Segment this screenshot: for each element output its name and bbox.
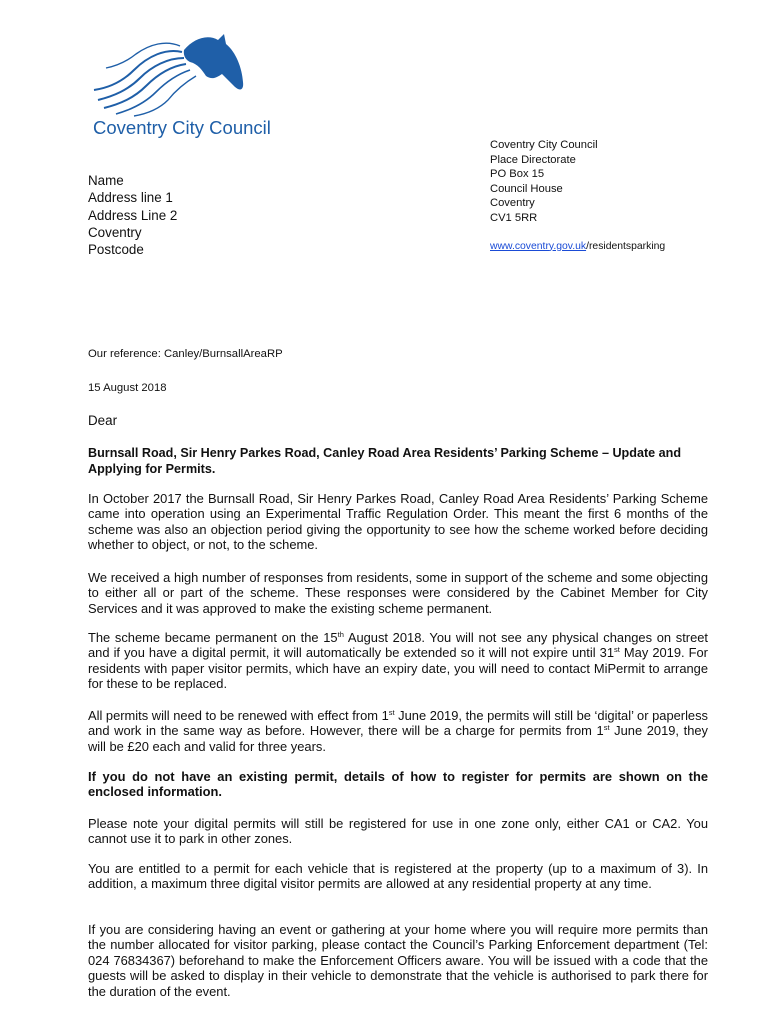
paragraph-6: Please note your digital permits will still be registered for use in one zone only, either CA1 or CA2. You cannot use it to park in other zones. <box>88 816 708 847</box>
recipient-city: Coventry <box>88 224 142 240</box>
council-logo <box>86 30 296 145</box>
recipient-address-line-2: Address Line 2 <box>88 207 178 223</box>
recipient-name: Name <box>88 173 124 188</box>
sender-line: CV1 5RR <box>490 211 538 224</box>
paragraph-5-register-info: If you do not have an existing permit, details of how to register for permits are shown on the enclosed information. <box>88 769 708 800</box>
paragraph-3: The scheme became permanent on the 15th August 2018. You will not see any physical changes on street and if you have a digital permit, it will automatically be extended so it will not expire until 31st May 2019. For residents with paper visitor permits, which have an expiry date, you will need to contact MiPermit to arrange for these to be replaced. <box>88 630 708 692</box>
salutation: Dear <box>88 413 118 428</box>
recipient-address-line-1: Address line 1 <box>88 190 173 206</box>
paragraph-1: In October 2017 the Burnsall Road, Sir Henry Parkes Road, Canley Road Area Residents’ Parking Scheme came into operation using an Experimental Traffic Regulation Order. This meant the first 6 months of the scheme was also an objection period giving the opportunity to see how the scheme worked before deciding whether to object, or not, to the scheme. <box>88 491 708 553</box>
sender-line: Coventry City Council <box>490 139 598 151</box>
sender-line: Coventry <box>490 197 535 210</box>
letter-date: 15 August 2018 <box>88 382 167 394</box>
paragraph-2: We received a high number of responses from residents, some in support of the scheme and some objecting to either all or part of the scheme. These responses were considered by the Cabinet Member for City Services and it was approved to make the existing scheme permanent. <box>88 570 708 616</box>
sender-line: Place Directorate <box>490 153 576 166</box>
sender-line: Council House <box>490 182 563 195</box>
letter-subject: Burnsall Road, Sir Henry Parkes Road, Canley Road Area Residents’ Parking Scheme – Update and Applying for Permits. <box>88 446 682 476</box>
sender-address <box>490 138 665 254</box>
recipient-postcode: Postcode <box>88 242 144 258</box>
paragraph-4: All permits will need to be renewed with effect from 1st June 2019, the permits will still be ‘digital’ or paperless and work in the same way as before. However, there will be a charge for permits from 1st June 2019, they will be £20 each and valid for three years. <box>88 708 708 754</box>
website <box>490 240 665 255</box>
website-path: /residentsparking <box>586 240 666 252</box>
recipient-address <box>88 172 177 258</box>
website-link[interactable]: www.coventry.gov.uk <box>490 240 587 252</box>
council-name: Coventry City Council <box>93 117 271 138</box>
godiva-horse-head-logo-icon <box>86 30 296 120</box>
sender-line: PO Box 15 <box>490 168 545 181</box>
paragraph-8: If you are considering having an event or gathering at your home where you will require more permits than the number allocated for visitor parking, please contact the Council’s Parking Enforcement department (Tel: 024 76834367) beforehand to make the Enforcement Officers aware. You will be issued with a code that the guests will be asked to display in their vehicle to demonstrate that the vehicle is authorised to park there for the duration of the event. <box>88 922 708 999</box>
paragraph-7: You are entitled to a permit for each vehicle that is registered at the property (up to a maximum of 3). In addition, a maximum three digital visitor permits are allowed at any residential property at any time. <box>88 861 708 892</box>
our-reference: Our reference: Canley/BurnsallAreaRP <box>88 348 283 360</box>
